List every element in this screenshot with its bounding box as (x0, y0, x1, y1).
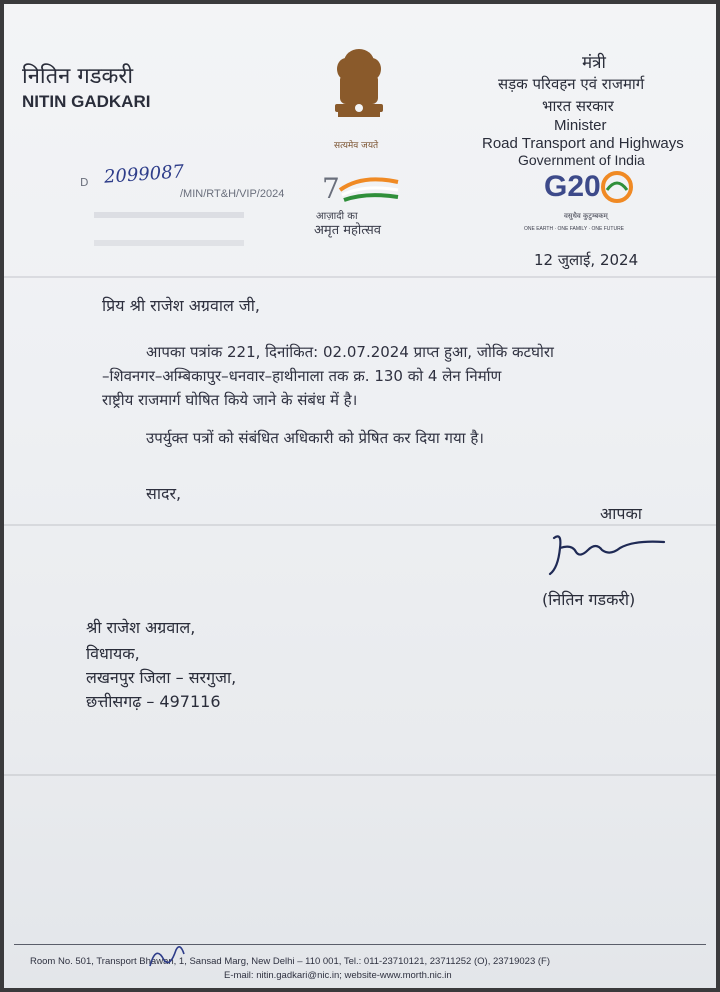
emblem-motto: सत्यमेव जयते (334, 141, 379, 151)
recipient-designation: विधायक, (86, 644, 140, 663)
ministry-hindi: सड़क परिवहन एवं राजमार्ग (498, 75, 645, 93)
handwritten-mark-icon (144, 938, 190, 972)
sender-name-english: NITIN GADKARI (22, 92, 151, 111)
recipient-address-2: छत्तीसगढ़ – 497116 (86, 692, 221, 711)
svg-text:7: 7 (322, 172, 340, 205)
salutation: प्रिय श्री राजेश अग्रवाल जी, (102, 296, 261, 315)
closing: सादर, (146, 484, 182, 503)
g20-lotus-icon (600, 170, 634, 204)
paragraph-2: उपर्युक्त पत्रों को संबंधित अधिकारी को प्रेषित कर दिया गया है। (146, 429, 484, 447)
fold-line (4, 774, 716, 776)
handwritten-ref-number: 2099087 (103, 161, 185, 188)
g20-sub-hindi: वसुधैव कुटुम्बकम् (564, 212, 608, 220)
letter-date: 12 जुलाई, 2024 (534, 251, 639, 269)
government-hindi: भारत सरकार (542, 97, 614, 115)
faded-text-line (94, 240, 244, 246)
recipient-address-1: लखनपुर जिला – सरगुजा, (86, 668, 237, 687)
signatory-name: (नितिन गडकरी) (542, 590, 636, 609)
signature-icon (544, 524, 674, 584)
footer-address: Room No. 501, Transport Bhawan, 1, Sansad Marg, New Delhi – 110 001, Tel.: 011-23710121, 23711252 (O), 23719023 (F) (30, 956, 551, 967)
paragraph-1-line-2: –शिवनगर–अम्बिकापुर–धनवार–हाथीनाला तक क्र. 130 को 4 लेन निर्माण (102, 367, 502, 385)
azadi-text-1: आज़ादी का (316, 211, 358, 222)
national-emblem-icon (326, 42, 392, 134)
footer-contact: E-mail: nitin.gadkari@nic.in; website-www.morth.nic.in (224, 970, 452, 981)
paragraph-1-line-3: राष्ट्रीय राजमार्ग घोषित किये जाने के संबंध में है। (102, 391, 358, 409)
g20-logo: G20 (544, 170, 601, 203)
azadi-text-2: अमृत महोत्सव (314, 223, 382, 238)
footer-divider (14, 944, 706, 945)
azadi-ka-amrit-mahotsav-logo (322, 170, 404, 206)
faded-text-line (94, 212, 244, 218)
ministry-english: Road Transport and Highways (482, 135, 684, 152)
government-english: Government of India (518, 152, 645, 168)
title-hindi: मंत्री (582, 53, 606, 73)
recipient-name: श्री राजेश अग्रवाल, (86, 618, 196, 637)
yours-text: आपका (600, 504, 642, 523)
ref-prefix: D (80, 176, 89, 189)
fold-line (4, 276, 716, 278)
letter-page (4, 4, 716, 988)
title-english: Minister (554, 117, 607, 134)
g20-tagline: ONE EARTH · ONE FAMILY · ONE FUTURE (524, 226, 625, 232)
paragraph-1-line-1: आपका पत्रांक 221, दिनांकित: 02.07.2024 प्राप्त हुआ, जोकि कटघोरा (146, 343, 554, 361)
sender-name-hindi: नितिन गडकरी (22, 64, 134, 89)
printed-ref: /MIN/RT&H/VIP/2024 (180, 188, 285, 200)
